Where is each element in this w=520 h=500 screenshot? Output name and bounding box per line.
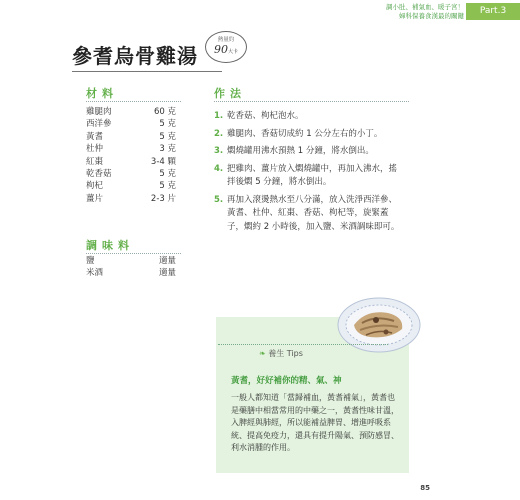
ingredient-quantity: 5 克 [159, 119, 176, 130]
step-text: 燜燒罐用沸水預熱 1 分鐘，將水倒出。 [227, 146, 374, 156]
step-number: 2. [214, 128, 224, 139]
tips-heading: 黃耆，好好補你的精、氣、神 [231, 376, 342, 386]
ingredient-row [86, 168, 176, 180]
ingredient-name: 米酒 [86, 268, 104, 279]
ingredient-quantity: 3-4 顆 [150, 156, 176, 167]
calorie-number: 90 [213, 43, 228, 56]
step-number: 1. [214, 111, 224, 121]
ingredient-name: 紅棗 [86, 156, 104, 167]
tips-divider [218, 344, 388, 345]
method-divider [214, 101, 409, 102]
ingredient-quantity: 適量 [158, 268, 176, 279]
seasoning-list [86, 255, 176, 280]
chapter-subtitle-2: 婦科保養食漢最的關鍵 [399, 12, 464, 20]
step-text: 把雞肉、薑片放入燜燒罐中，再加入沸水，搖拌後燜 5 分鐘，將水倒出。 [227, 163, 398, 187]
ingredient-row [86, 156, 176, 168]
ingredient-name: 枸杞 [86, 181, 104, 192]
ingredient-row [86, 143, 176, 155]
step-text: 再加入滾燙熱水至八分滿，放入洗淨西洋參、黃耆、杜仲、紅棗、香菇、枸杞等，旋緊蓋子，燜約 2 小時後，加入鹽、米酒調味即可。 [227, 194, 400, 232]
ingredients-divider [86, 101, 181, 102]
method-step [214, 163, 404, 190]
method-step [214, 110, 404, 124]
leaf-icon: ❧ [259, 349, 269, 358]
method-steps [214, 110, 404, 238]
seasoning-divider [86, 253, 181, 254]
tips-label-text: 養生 Tips [268, 349, 303, 358]
page-number: 85 [420, 484, 430, 492]
calorie-label: 熱量約 [217, 37, 235, 43]
ingredient-name: 薑片 [86, 193, 104, 204]
calorie-value [206, 44, 246, 58]
calorie-unit: 大卡 [227, 49, 238, 55]
method-heading: 作法 [214, 87, 246, 100]
step-text: 乾香菇、枸杞泡水。 [227, 111, 304, 121]
tips-label [259, 348, 303, 359]
method-step [214, 194, 404, 235]
method-step [214, 128, 404, 142]
part-badge: Part.3 [466, 3, 520, 20]
seasoning-heading: 調味料 [86, 239, 134, 252]
ingredient-quantity: 適量 [158, 256, 176, 266]
ingredient-row [86, 267, 176, 279]
ingredient-quantity: 60 克 [153, 107, 176, 117]
ingredients-heading: 材料 [86, 87, 118, 100]
ingredients-list [86, 106, 176, 205]
ingredient-name: 雞腿肉 [86, 107, 112, 117]
ingredient-quantity: 5 克 [159, 169, 176, 180]
ingredient-quantity: 5 克 [159, 131, 176, 142]
ingredient-row [86, 255, 176, 267]
ingredient-row [86, 180, 176, 192]
ingredient-name: 西洋參 [86, 119, 112, 130]
ingredient-quantity: 2-3 片 [150, 193, 176, 204]
step-text: 雞腿肉、香菇切成約 1 公分左右的小丁。 [227, 128, 383, 139]
ingredient-name: 黃耆 [86, 131, 104, 142]
recipe-title: 參耆烏骨雞湯 [72, 44, 198, 68]
step-number: 3. [214, 146, 224, 156]
title-underline [72, 71, 222, 72]
ingredient-row [86, 106, 176, 118]
ingredient-name: 鹽 [86, 256, 95, 266]
ingredient-row [86, 193, 176, 205]
ingredient-row [86, 118, 176, 130]
method-step [214, 145, 404, 159]
calorie-badge [205, 31, 247, 63]
ingredient-quantity: 3 克 [159, 144, 176, 155]
ingredient-name: 杜仲 [86, 144, 104, 155]
tips-body: 一般人都知道「當歸補血，黃耆補氣」，黃耆也是藥膳中相當常用的中藥之一，黃耆性味甘溫，入脾經與肺經，所以能補益脾胃、增進呼吸系統、提高免疫力，還具有提升陽氣、預防感冒、利水消腫的作用。 [231, 393, 399, 452]
ingredient-row [86, 131, 176, 143]
chapter-subtitle-1: 調小肚、補氣血、暖子宮！ [386, 3, 464, 11]
ingredient-name: 乾香菇 [86, 169, 112, 180]
step-number: 5. [214, 194, 224, 205]
chapter-header [386, 3, 464, 21]
step-number: 4. [214, 163, 224, 174]
ingredient-quantity: 5 克 [159, 181, 176, 192]
